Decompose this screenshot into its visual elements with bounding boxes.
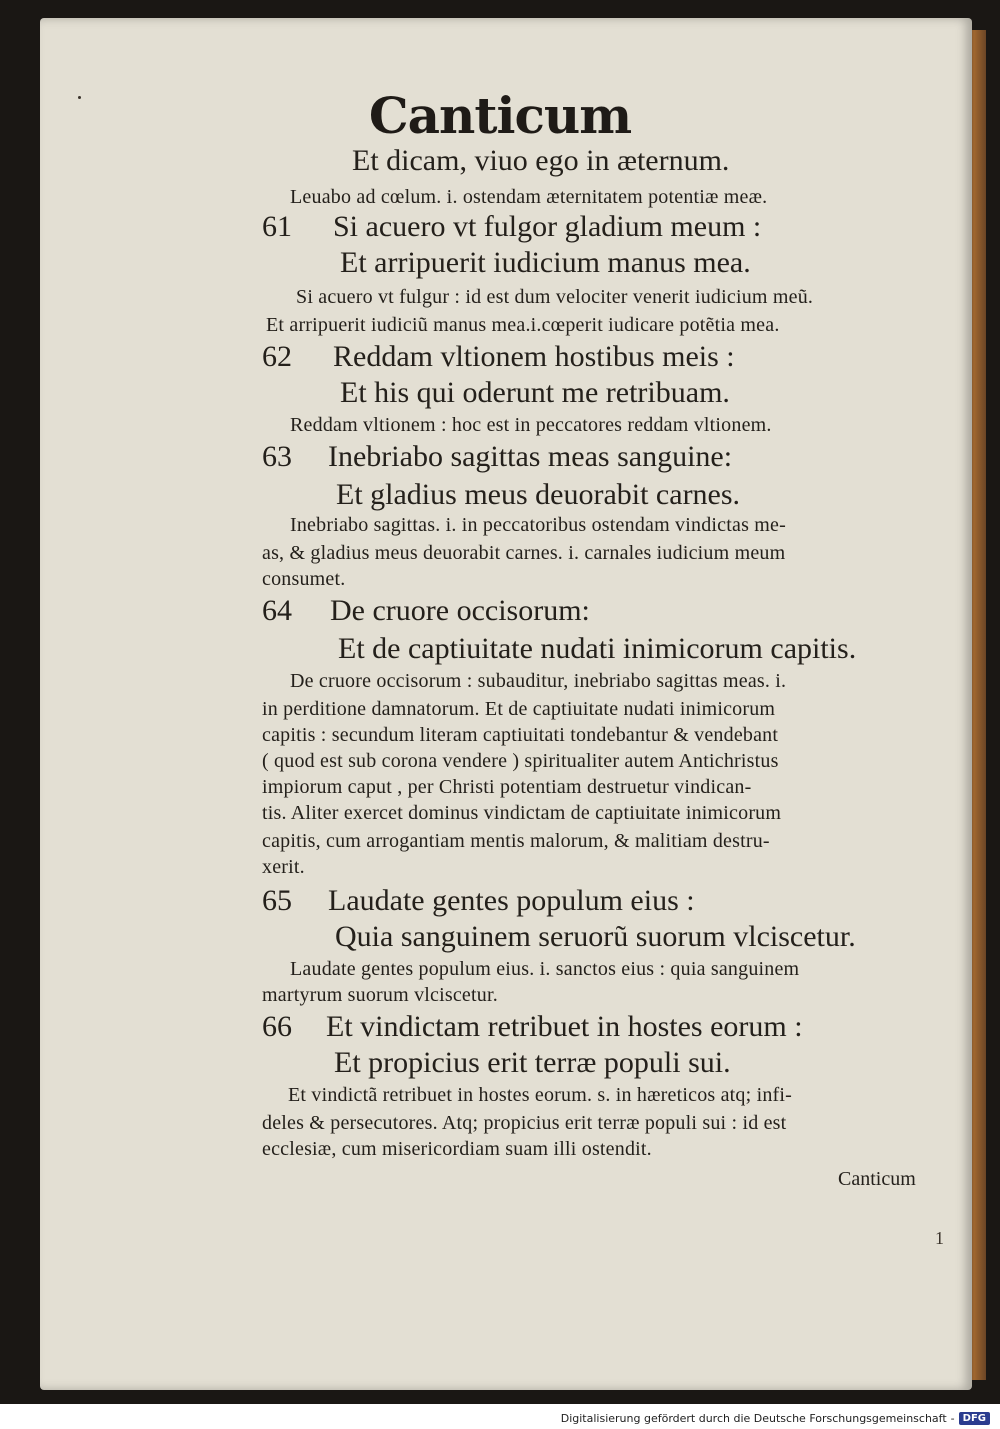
footer-credit-text: Digitalisierung gefördert durch die Deutsche Forschungsgemeinschaft bbox=[560, 1411, 947, 1425]
commentary-line: Si acuero vt fulgur : id est dum velociter venerit iudicium meũ. bbox=[296, 286, 814, 308]
verse-line: Et arripuerit iudicium manus mea. bbox=[340, 246, 751, 279]
verse-number: 64 bbox=[262, 594, 292, 627]
commentary-line: deles & persecutores. Atq; propicius erit terræ populi sui : id est bbox=[262, 1112, 787, 1134]
verse-line: Laudate gentes populum eius : bbox=[328, 884, 695, 917]
commentary-line: Leuabo ad cœlum. i. ostendam æternitatem potentiæ meæ. bbox=[290, 186, 768, 208]
commentary-line: martyrum suorum vlciscetur. bbox=[262, 984, 498, 1006]
verse-line: Inebriabo sagittas meas sanguine: bbox=[328, 440, 733, 473]
verse-line: Et dicam, viuo ego in æternum. bbox=[352, 144, 730, 177]
commentary-line: ecclesiæ, cum misericordiam suam illi ostendit. bbox=[262, 1138, 652, 1160]
commentary-line: Reddam vltionem : hoc est in peccatores reddam vltionem. bbox=[290, 414, 772, 436]
verse-number: 65 bbox=[262, 884, 292, 917]
commentary-line: ( quod est sub corona vendere ) spiritualiter autem Antichristus bbox=[262, 750, 779, 772]
verse-line: Quia sanguinem seruorũ suorum vlciscetur. bbox=[335, 920, 856, 953]
dfg-logo: DFG bbox=[959, 1412, 990, 1425]
commentary-line: in perditione damnatorum. Et de captiuitate nudati inimicorum bbox=[262, 698, 776, 720]
verse-line: Et propicius erit terræ populi sui. bbox=[334, 1046, 731, 1079]
page-header: Canticum bbox=[368, 86, 632, 145]
verse-line: Et vindictam retribuet in hostes eorum : bbox=[326, 1010, 803, 1043]
commentary-line: capitis : secundum literam captiuitati tondebantur & vendebant bbox=[262, 724, 779, 746]
verse-number: 63 bbox=[262, 440, 292, 473]
commentary-line: Et arripuerit iudiciũ manus mea.i.cœperit iudicare potẽtia mea. bbox=[266, 314, 780, 336]
footer-credit: Digitalisierung gefördert durch die Deutsche Forschungsgemeinschaft - DFG bbox=[561, 1410, 990, 1426]
verse-number: 66 bbox=[262, 1010, 292, 1043]
catchword: Canticum bbox=[838, 1168, 916, 1190]
commentary-line: xerit. bbox=[262, 856, 305, 878]
verse-line: Et his qui oderunt me retribuam. bbox=[340, 376, 730, 409]
commentary-line: Inebriabo sagittas. i. in peccatoribus ostendam vindictas me- bbox=[290, 514, 786, 536]
commentary-line: impiorum caput , per Christi potentiam destruetur vindican- bbox=[262, 776, 752, 798]
commentary-line: tis. Aliter exercet dominus vindictam de captiuitate inimicorum bbox=[262, 802, 782, 824]
commentary-line: consumet. bbox=[262, 568, 346, 590]
commentary-line: capitis, cum arrogantiam mentis malorum, & malitiam destru- bbox=[262, 830, 770, 852]
verse-number: 62 bbox=[262, 340, 292, 373]
verse-number: 61 bbox=[262, 210, 292, 243]
verse-line: Reddam vltionem hostibus meis : bbox=[333, 340, 735, 373]
commentary-line: Laudate gentes populum eius. i. sanctos eius : quia sanguinem bbox=[290, 958, 800, 980]
verse-line: Si acuero vt fulgor gladium meum : bbox=[333, 210, 762, 243]
verse-line: Et gladius meus deuorabit carnes. bbox=[336, 478, 741, 511]
commentary-line: as, & gladius meus deuorabit carnes. i. carnales iudicium meum bbox=[262, 542, 786, 564]
signature-mark: 1 bbox=[935, 1228, 944, 1248]
verse-line: Et de captiuitate nudati inimicorum capitis. bbox=[338, 632, 857, 665]
commentary-line: Et vindictã retribuet in hostes eorum. s. in hæreticos atq; infi- bbox=[288, 1084, 793, 1106]
verse-line: De cruore occisorum: bbox=[330, 594, 590, 627]
commentary-line: De cruore occisorum : subauditur, inebriabo sagittas meas. i. bbox=[290, 670, 787, 692]
